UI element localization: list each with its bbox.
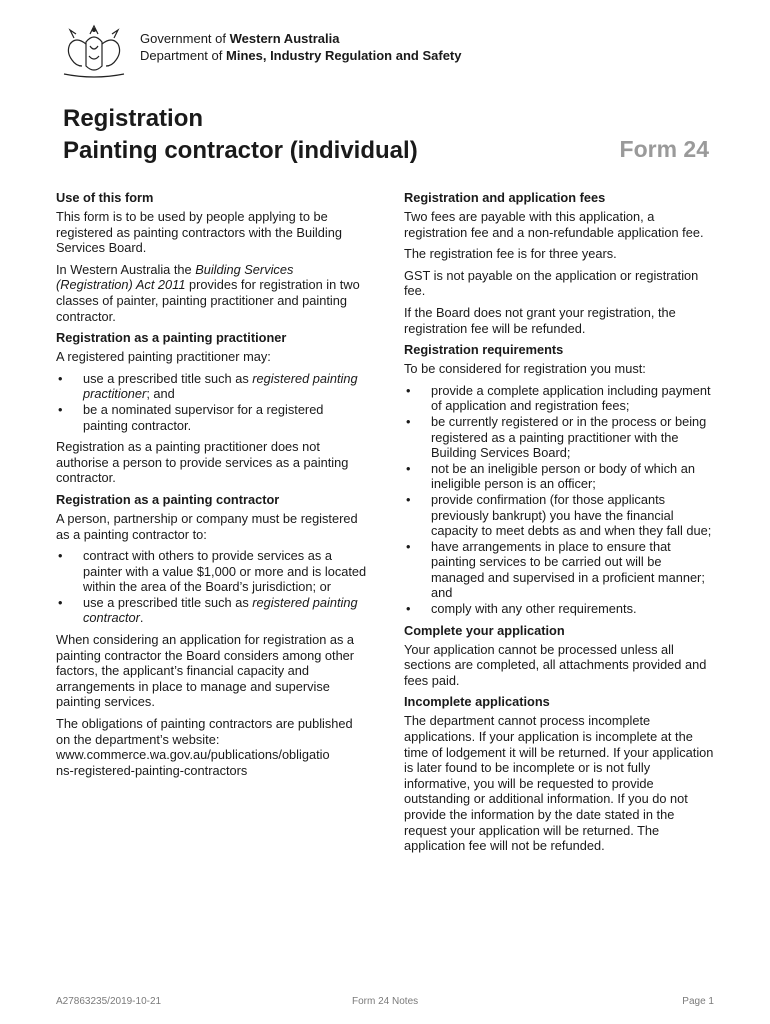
requirements-intro: To be considered for registration you must: [404, 361, 646, 377]
item-text: ; and [146, 386, 175, 402]
list-item [56, 371, 368, 402]
item-italic: registered painting contractor [83, 594, 358, 626]
list-item: • not be an ineligible person or body of which an ineligible person is an officer; [404, 461, 716, 492]
use-paragraph-1: This form is to be used by people applying to be registered as painting contractors with the Building Services Board. [56, 209, 342, 256]
list-item: • be currently registered or in the process or being registered as a painting practitioner with the Building Services Board; [404, 414, 716, 461]
item-text: use a prescribed title such as [83, 370, 253, 386]
dept-prefix: Department of [140, 48, 223, 63]
fees-paragraph-1: Two fees are payable with this application, a registration fee and a non-refundable application fee. [404, 209, 704, 240]
item-text: . [139, 610, 144, 626]
use-paragraph-2 [56, 262, 368, 324]
heading-contractor: Registration as a painting contractor [56, 491, 280, 507]
obligations-paragraph [56, 716, 368, 778]
list-item: • be a nominated supervisor for a registered painting contractor. [56, 402, 368, 433]
use-p2-text-b: provides for registration in two classes of painter, painting practitioner and painting contractor. [56, 277, 360, 324]
complete-paragraph: Your application cannot be processed unless all sections are completed, all attachments provided and fees paid. [404, 641, 707, 688]
footer-reference: A27863235/2019-10-21 [56, 996, 162, 1007]
list-item [56, 595, 368, 626]
gov-prefix: Government of [140, 31, 226, 46]
wa-government-crest [56, 22, 132, 82]
heading-incomplete: Incomplete applications [404, 694, 550, 710]
title-line-painting-contractor: Painting contractor (individual) [63, 137, 418, 164]
practitioner-intro: A registered painting practitioner may: [56, 349, 271, 365]
contractor-intro: A person, partnership or company must be registered as a painting contractor to: [56, 510, 358, 542]
item-text: use a prescribed title such as [83, 594, 253, 610]
list-item: • provide a complete application including payment of application and registration fees; [404, 383, 716, 414]
footer-page-number: Page 1 [682, 996, 714, 1007]
website-url-line-2[interactable]: ns-registered-painting-contractors [56, 762, 248, 778]
practitioner-list [56, 371, 368, 433]
requirements-list [404, 383, 716, 617]
heading-fees: Registration and application fees [404, 190, 606, 205]
right-column [404, 190, 716, 860]
fees-paragraph-4: If the Board does not grant your registration, the registration fee will be refunded. [404, 304, 676, 336]
act-name: Building Services (Registration) Act 2011 [56, 261, 294, 293]
heading-use-of-form: Use of this form [56, 190, 154, 205]
government-header [140, 30, 461, 64]
fees-paragraph-3: GST is not payable on the application or registration fee. [404, 267, 699, 299]
form-number: Form 24 [619, 136, 709, 162]
item-italic: registered painting practitioner [83, 370, 358, 402]
obligations-text: The obligations of painting contractors are published on the department’s website: [56, 716, 353, 747]
incomplete-paragraph: The department cannot process incomplete applications. If your application is incomplete at the time of lodgement it will be returned. If your application is later found to be incomplete or is not fully informative, you will be requested to provide outstanding or additional information. If you do not provide the information by the date stated in the request your application will be returned. The application fee will not be refunded. [404, 713, 714, 854]
heading-practitioner: Registration as a painting practitioner [56, 330, 287, 346]
heading-complete: Complete your application [404, 622, 565, 638]
considering-paragraph: When considering an application for registration as a painting contractor the Board considers among other factors, the applicant’s financial capacity and arrangements in place to manage and supervise painting services. [56, 632, 355, 710]
title-line-registration: Registration [63, 105, 204, 132]
left-column [56, 190, 368, 784]
contractor-list [56, 548, 368, 626]
gov-name: Western Australia [229, 31, 340, 46]
heading-requirements: Registration requirements [404, 342, 564, 358]
list-item: • comply with any other requirements. [404, 601, 716, 617]
use-p2-text-a: In Western Australia the [56, 261, 196, 277]
website-url-line-1[interactable]: www.commerce.wa.gov.au/publications/obligatio [56, 747, 330, 763]
practitioner-note: Registration as a painting practitioner does not authorise a person to provide services as a painting contractor. [56, 439, 349, 486]
dept-name: Mines, Industry Regulation and Safety [226, 48, 462, 63]
list-item: • contract with others to provide services as a painter with a value $1,000 or more and is located within the area of the Board’s jurisdiction; or [56, 548, 368, 595]
list-item: • have arrangements in place to ensure that painting services to be carried out will be managed and supervised in a proficient manner; and [404, 539, 716, 601]
list-item: • provide confirmation (for those applicants previously bankrupt) you have the financial capacity to meet debts as and when they fall due; [404, 492, 716, 539]
fees-paragraph-2: The registration fee is for three years. [404, 246, 617, 262]
form-title [63, 103, 418, 167]
footer-form-name: Form 24 Notes [352, 996, 419, 1007]
